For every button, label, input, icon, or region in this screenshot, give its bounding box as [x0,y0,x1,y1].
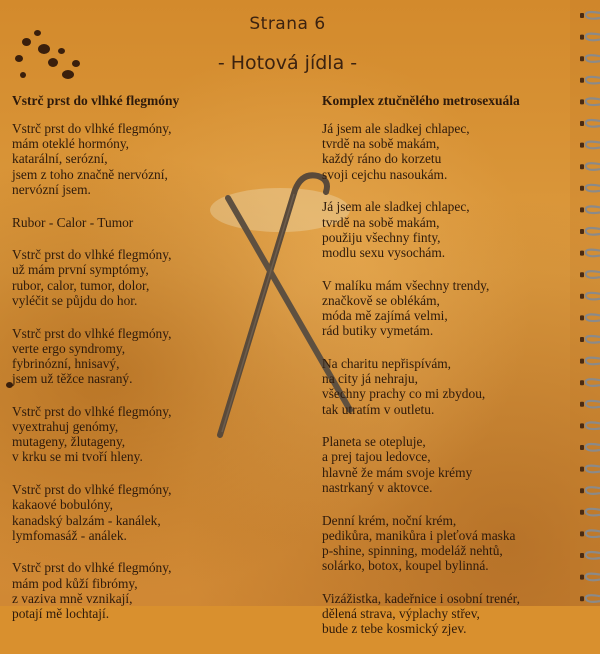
page-label: Strana 6 [249,14,326,34]
lyric-line: Vstrč prst do vlhké flegmóny, [12,325,172,341]
binding-hole [580,488,584,493]
lyric-line: z vaziva mně vznikají, [12,590,133,606]
lyric-line: potají mě lochtají. [12,606,110,622]
binding-hole [580,272,584,277]
lyric-line: verte ergo syndromy, [12,340,126,356]
lyric-line: mám oteklé hormóny, [12,136,130,152]
lyric-line: značkově se oblékám, [322,292,440,308]
lyric-line: Vstrč prst do vlhké flegmóny, [12,247,172,263]
binding-hole [580,510,584,515]
left-stanza-1 [12,121,179,197]
binding-hole [580,467,584,472]
left-stanza-3 [12,247,179,308]
lyric-line: všechny prachy co mi zbydou, [322,386,486,402]
lyric-line: v krku se mi tvoří hleny. [12,449,143,465]
right-stanza-4 [322,356,520,417]
lyric-line: lymfomasáž - análek. [12,527,127,543]
lyric-line: Denní krém, noční krém, [322,512,457,528]
lyric-line: Já jsem ale sladkej chlapec, [322,121,470,136]
right-song-title: Komplex ztučnělého metrosexuála [322,93,520,108]
left-song-title: Vstrč prst do vlhké flegmóny [12,93,180,108]
lyric-line: nervózní jsem. [12,181,91,197]
binding-hole [580,315,584,320]
lyric-line: bude z tebe kosmický zjev. [322,621,467,637]
binding-hole [580,423,584,428]
lyric-line: Vstrč prst do vlhké flegmóny, [12,560,172,576]
binding-hole [580,359,584,364]
lyric-line: už mám první symptómy, [12,262,149,278]
binding-hole [580,596,584,601]
lyric-line: pedikůra, manikůra i pleťová maska [322,527,516,543]
binding-hole [580,56,584,61]
lyric-line: mám pod kůží fibrómy, [12,575,138,591]
binding-hole [580,99,584,104]
lyric-line: V malíku mám všechny trendy, [322,277,490,293]
left-stanza-4 [12,326,179,387]
left-stanza-2 [12,215,179,230]
lyric-line: kanadský balzám - kanálek, [12,512,161,528]
lyric-line: vyléčit se půjdu do hor. [12,292,138,308]
binding-hole [580,164,584,169]
binding-hole [580,143,584,148]
lyric-line: a prej tajou ledovce, [322,449,431,465]
left-stanza-6 [12,482,179,543]
binding-hole [580,121,584,126]
binding-hole [580,207,584,212]
lyric-line: nastrkaný v aktovce. [322,479,433,495]
lyric-line: použiju všechny finty, [322,229,441,245]
binding-hole [580,251,584,256]
left-stanza-5 [12,404,179,465]
binding-hole [580,186,584,191]
lyric-line: modlu sexu vysochám. [322,244,446,260]
binding-hole [580,575,584,580]
lyric-line: mutageny, žlutageny, [12,434,126,450]
lyric-line: Rubor - Calor - Tumor [12,214,134,230]
binding-hole [580,294,584,299]
right-stanza-1 [322,121,520,182]
lyric-line: móda mě zajímá velmi, [322,308,448,324]
lyric-line: tak utratím v outletu. [322,401,435,417]
lyric-line: tvrdě na sobě makám, [322,136,440,152]
lyric-line: Planeta se otepluje, [322,434,426,450]
lyric-line: solárko, botox, koupel bylinná. [322,558,489,574]
right-stanza-6 [322,513,520,574]
right-stanza-7 [322,591,520,637]
right-song [322,93,520,654]
binding-hole [580,78,584,83]
lyric-line: Vizážistka, kadeřnice i osobní trenér, [322,590,520,606]
right-stanza-3 [322,278,520,339]
lyric-line: svoji cejchu nasoukám. [322,166,448,182]
right-stanza-2 [322,199,520,260]
left-stanza-7 [12,560,179,621]
binding-hole [580,35,584,40]
lyric-line: rád butiky vymetám. [322,323,434,339]
right-stanza-5 [322,434,520,495]
spiral-binding-icon [570,0,600,606]
lyric-line: Já jsem ale sladkej chlapec, [322,199,470,215]
left-song [12,93,179,639]
lyric-line: jsem už těžce nasraný. [12,371,133,387]
lyric-line: každý ráno do korzetu [322,151,442,167]
lyric-line: rubor, calor, tumor, dolor, [12,277,150,293]
binding-hole [580,380,584,385]
lyric-line: tvrdě na sobě makám, [322,214,440,230]
binding-hole [580,13,584,18]
binding-hole [580,553,584,558]
binding-hole [580,337,584,342]
lyric-line: fybrinózní, hnisavý, [12,355,120,371]
lyric-line: Vstrč prst do vlhké flegmóny, [12,403,172,419]
binding-hole [580,445,584,450]
lyric-line: hlavně že mám svoje krémy [322,464,473,480]
binding-hole [580,531,584,536]
lyric-line: jsem z toho značně nervózní, [12,166,168,182]
lyric-line: katarální, serózní, [12,151,108,167]
lyric-line: vyextrahuj genómy, [12,419,119,435]
lyric-line: dělená strava, výplachy střev, [322,606,480,622]
binding-hole [580,402,584,407]
lyric-line: kakaové bobulóny, [12,497,114,513]
binding-hole [580,229,584,234]
lyric-line: Vstrč prst do vlhké flegmóny, [12,121,172,136]
section-title: - Hotová jídla - [217,52,358,74]
lyric-line: Vstrč prst do vlhké flegmóny, [12,482,172,498]
lyric-line: na city já nehraju, [322,371,418,387]
lyric-line: p-shine, spinning, modeláž nehtů, [322,542,503,558]
lyric-line: Na charitu nepřispívám, [322,355,452,371]
